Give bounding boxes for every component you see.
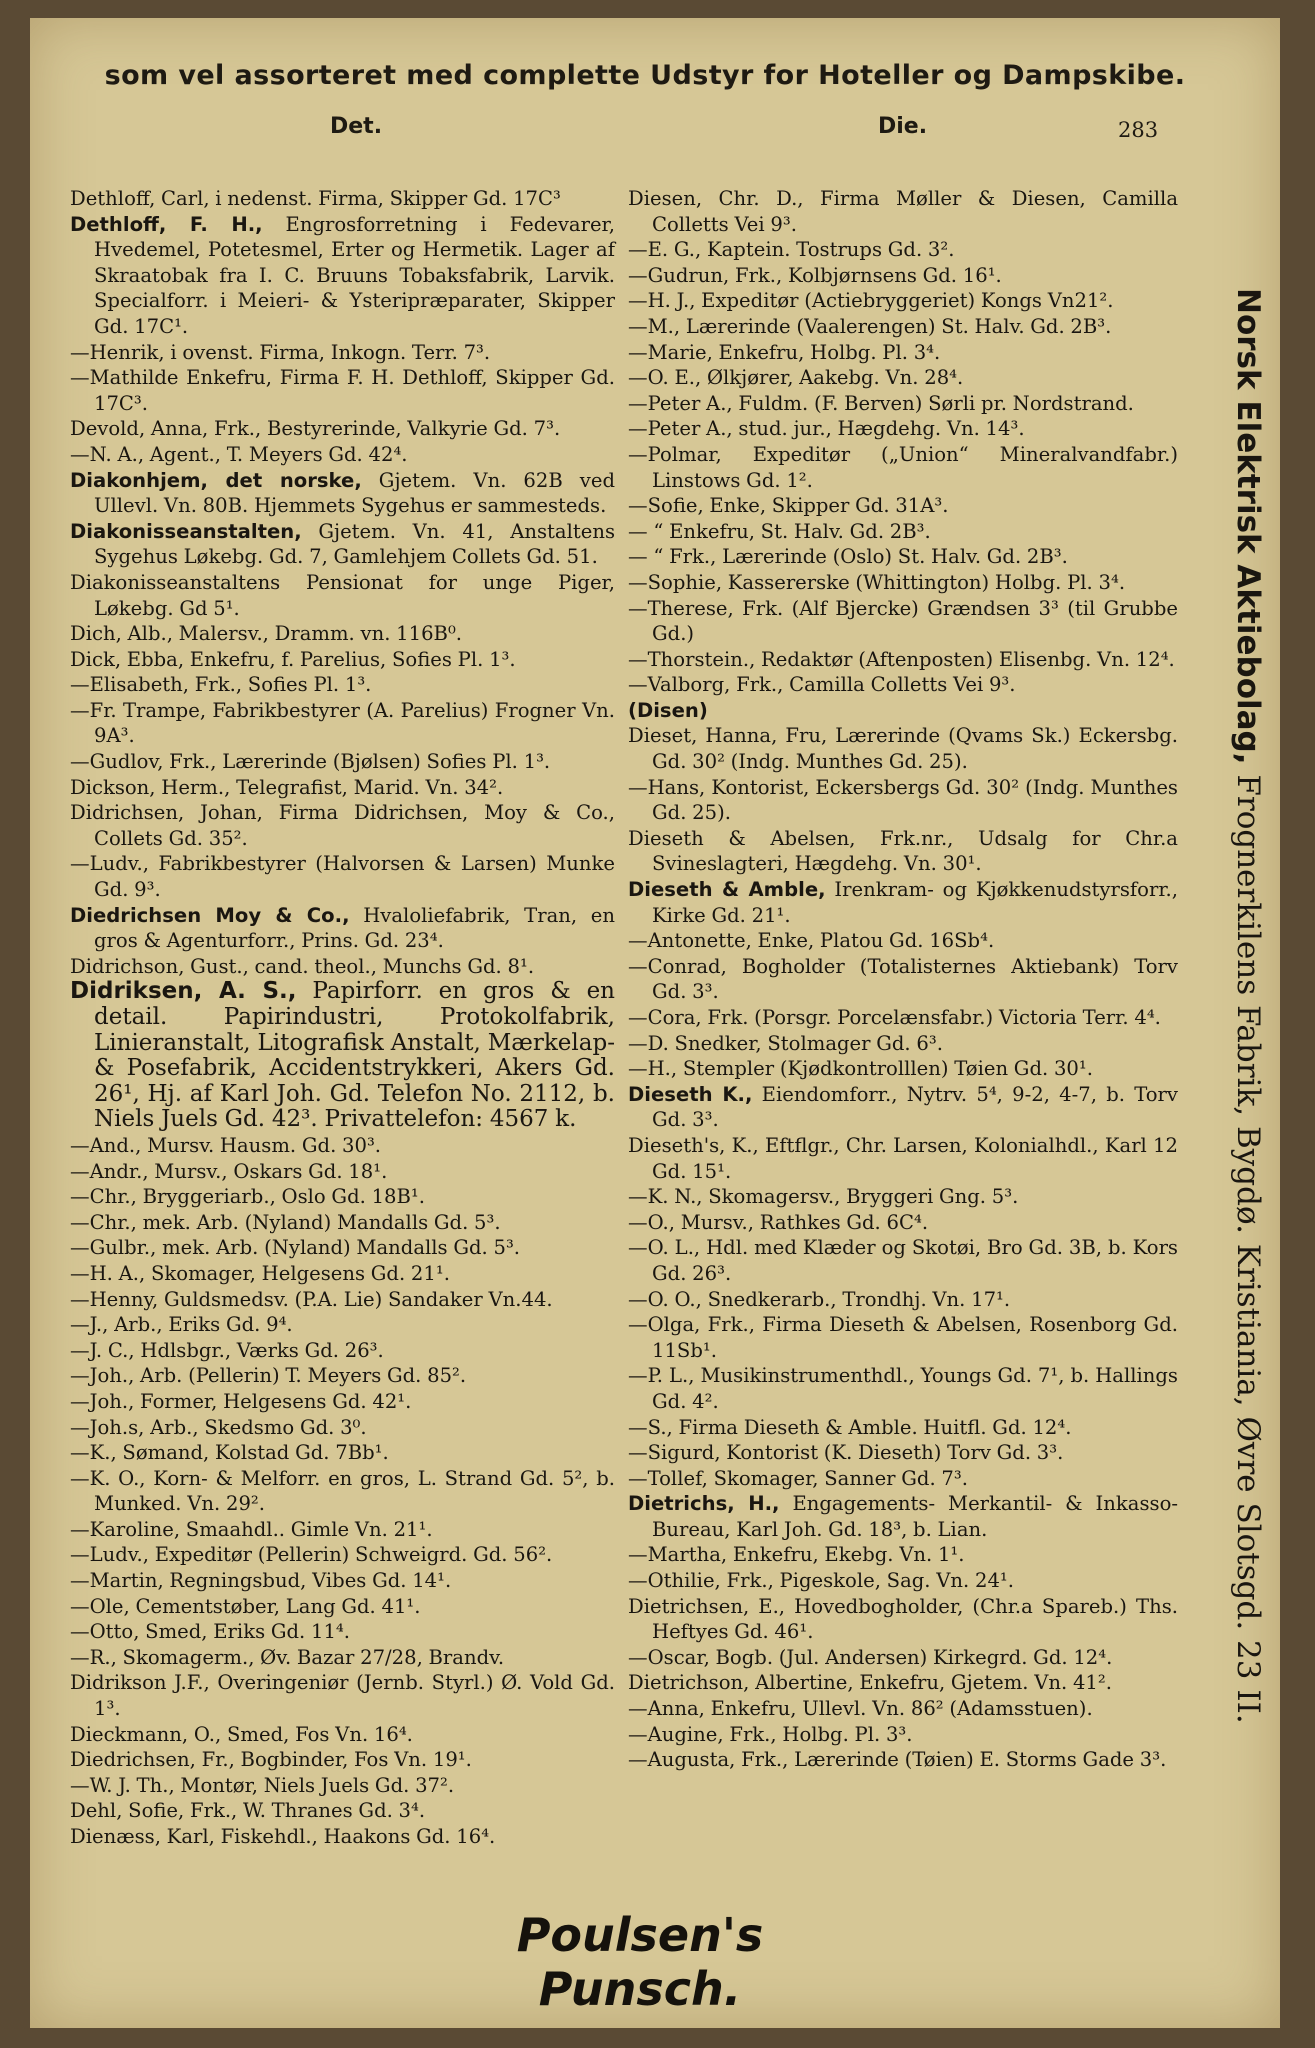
entry-text: —Valborg, Frk., Camilla Colletts Vei 9³.: [628, 673, 1016, 697]
directory-entry: [70, 1415, 615, 1441]
entry-text: Dieseth & Abelsen, Frk.nr., Udsalg for Chr.a Svineslagteri, Hægdehg. Vn. 30¹.: [628, 826, 1178, 876]
entry-text: Engagements- Merkantil- & Inkasso-Bureau, Karl Joh. Gd. 18³, b. Lian.: [652, 1492, 1179, 1541]
entry-text: —Henrik, i ovenst. Firma, Inkogn. Terr. 7³.: [70, 340, 491, 364]
directory-entry: [628, 1722, 1178, 1748]
directory-entry: [70, 1824, 615, 1850]
directory-entry: [628, 928, 1178, 954]
entry-text: —Therese, Frk. (Alf Bjercke) Grændsen 3³ (til Grubbe Gd.): [628, 596, 1178, 646]
directory-entry: [70, 1568, 615, 1594]
entry-text: —J., Arb., Eriks Gd. 9⁴.: [70, 1313, 293, 1337]
directory-entry: [70, 698, 615, 749]
entry-text: —Antonette, Enke, Platou Gd. 16Sb⁴.: [628, 929, 995, 953]
left-column: [70, 186, 615, 1850]
directory-entry: [70, 1798, 615, 1824]
directory-entry: [70, 468, 615, 519]
directory-entry: [628, 237, 1178, 263]
entry-text: Diedrichsen, Fr., Bogbinder, Fos Vn. 19¹.: [70, 1748, 472, 1772]
entry-text: —Conrad, Bogholder (Totalisternes Aktiebank) Torv Gd. 3³.: [628, 954, 1178, 1004]
directory-entry: [628, 1082, 1178, 1133]
entry-text: Engrosforretning i Fedevarer, Hvedemel, Potetesmel, Erter og Hermetik. Lager af Skraatobak fra I. C. Bruuns Tobaksfabrik, Larvik. Specialforr. i Meieri- & Ysteripræparater, Skipper Gd. 17C¹.: [94, 212, 615, 338]
directory-entry: [628, 416, 1178, 442]
directory-entry: [628, 647, 1178, 673]
directory-entry: [70, 1619, 615, 1645]
entry-text: —Gudrun, Frk., Kolbjørnsens Gd. 16¹.: [628, 263, 1002, 287]
entry-text: Dick, Ebba, Enkefru, f. Parelius, Sofies Pl. 1³.: [70, 647, 516, 671]
entry-text: Hvaloliefabrik, Tran, en gros & Agenturforr., Prins. Gd. 23⁴.: [94, 903, 616, 953]
entry-text: —O. E., Ølkjører, Aakebg. Vn. 28⁴.: [628, 366, 964, 390]
entry-name-bold: Diakonhjem, det norske,: [70, 468, 362, 492]
entry-name-bold: Diakonisseanstalten,: [70, 519, 302, 543]
directory-entry: [70, 442, 615, 468]
directory-entry: [628, 442, 1178, 493]
entry-text: —Marie, Enkefru, Holbg. Pl. 3⁴.: [628, 340, 941, 364]
directory-entry: [628, 1184, 1178, 1210]
directory-entry: [70, 1773, 615, 1799]
entry-text: Gjetem. Vn. 41, Anstaltens Sygehus Løkebg. Gd. 7, Gamlehjem Collets Gd. 51.: [94, 519, 615, 569]
directory-entry: [70, 647, 615, 673]
entry-name-bold: Dietrichs, H.,: [628, 1492, 780, 1516]
top-banner-ad: som vel assorteret med complette Udstyr for Hoteller og Dampskibe.: [104, 60, 1186, 91]
entry-text: Dieset, Hanna, Fru, Lærerinde (Qvams Sk.) Eckersbg. Gd. 30² (Indg. Munthes Gd. 25).: [628, 724, 1178, 774]
entry-text: —Joh., Former, Helgesens Gd. 42¹.: [70, 1389, 412, 1413]
entry-name-bold: Diedrichsen Moy & Co.,: [70, 903, 350, 927]
entry-text: Diakonisseanstaltens Pensionat for unge Piger, Løkebg. Gd 5¹.: [70, 570, 615, 620]
directory-page: [30, 18, 1280, 2028]
entry-text: Devold, Anna, Frk., Bestyrerinde, Valkyrie Gd. 7³.: [70, 417, 561, 441]
entry-text: —E. G., Kaptein. Tostrups Gd. 3².: [628, 238, 955, 262]
entry-text: —Peter A., Fuldm. (F. Berven) Sørli pr. Nordstrand.: [628, 391, 1134, 415]
directory-entry: [628, 1415, 1178, 1441]
entry-name-bold: Dethloff, F. H.,: [70, 212, 263, 236]
entry-text: —Otto, Smed, Eriks Gd. 11⁴.: [70, 1620, 351, 1644]
entry-text: —M., Lærerinde (Vaalerengen) St. Halv. Gd. 2B³.: [628, 314, 1112, 338]
entry-text: Didrichsen, Johan, Firma Didrichsen, Moy & Co., Collets Gd. 35².: [70, 801, 615, 850]
entry-name-bold: (Disen): [628, 698, 708, 722]
entry-text: Eiendomforr., Nytrv. 5⁴, 9-2, 4-7, b. Torv Gd. 3³.: [652, 1082, 1178, 1132]
directory-entry: [70, 1747, 615, 1773]
directory-entry: [628, 1287, 1178, 1313]
directory-entry: [628, 877, 1178, 928]
directory-entry: [70, 1670, 615, 1721]
directory-entry: [70, 416, 615, 442]
entry-text: —H., Stempler (Kjødkontrolllen) Tøien Gd. 30¹.: [628, 1057, 1093, 1081]
directory-entry: [628, 570, 1178, 596]
side-ad-text: [1230, 288, 1266, 1724]
entry-text: Gjetem. Vn. 62B ved Ullevl. Vn. 80B. Hjemmets Sygehus er sammesteds.: [94, 468, 615, 518]
entry-text: —O. L., Hdl. med Klæder og Skotøi, Bro Gd. 3B, b. Kors Gd. 26³.: [628, 1236, 1178, 1285]
entry-text: —S., Firma Dieseth & Amble. Huitfl. Gd. 12⁴.: [628, 1415, 1072, 1439]
directory-entry: [628, 314, 1178, 340]
entry-text: —Joh.s, Arb., Skedsmo Gd. 3⁰.: [70, 1415, 367, 1439]
directory-entry: [70, 1261, 615, 1287]
entry-text: —Chr., mek. Arb. (Nyland) Mandalls Gd. 5³.: [70, 1210, 501, 1234]
directory-entry: [70, 775, 615, 801]
directory-entry: [628, 493, 1178, 519]
entry-text: —Chr., Bryggeriarb., Oslo Gd. 18B¹.: [70, 1185, 426, 1209]
directory-entry: [70, 1440, 615, 1466]
entry-text: Dietrichson, Albertine, Enkefru, Gjetem. Vn. 41².: [628, 1671, 1112, 1695]
directory-entry: [70, 800, 615, 851]
entry-text: Dickson, Herm., Telegrafist, Marid. Vn. 34².: [70, 775, 504, 799]
directory-entry: [628, 1670, 1178, 1696]
side-ad-address: Frognerkilens Fabrik, Bygdø. Kristiania, Øvre Slotsgd. 23 II.: [1230, 764, 1266, 1724]
directory-entry: [628, 826, 1178, 877]
entry-text: —Mathilde Enkefru, Firma F. H. Dethloff, Skipper Gd. 17C³.: [70, 366, 615, 415]
entry-text: —Henny, Guldsmedsv. (P.A. Lie) Sandaker Vn.44.: [70, 1287, 553, 1311]
directory-entry: [70, 1389, 615, 1415]
entry-text: —Gulbr., mek. Arb. (Nyland) Mandalls Gd. 5³.: [70, 1236, 521, 1260]
directory-entry: [70, 1594, 615, 1620]
entry-text: —Augusta, Frk., Lærerinde (Tøien) E. Storms Gade 3³.: [628, 1748, 1167, 1772]
directory-entry: [628, 698, 1178, 724]
entry-text: —Gudlov, Frk., Lærerinde (Bjølsen) Sofies Pl. 1³.: [70, 750, 551, 774]
entry-text: —Tollef, Skomager, Sanner Gd. 7³.: [628, 1466, 968, 1490]
directory-entry: [628, 1696, 1178, 1722]
entry-text: —Martin, Regningsbud, Vibes Gd. 14¹.: [70, 1569, 452, 1593]
directory-entry: [70, 979, 615, 1133]
bottom-advertisement: Poulsen's Punsch.: [516, 1908, 764, 2016]
page-number: 283: [1118, 118, 1159, 142]
entry-text: —K., Sømand, Kolstad Gd. 7Bb¹.: [70, 1441, 389, 1465]
directory-entry: [70, 1184, 615, 1210]
directory-entry: [628, 1235, 1178, 1286]
entry-text: —Ole, Cementstøber, Lang Gd. 41¹.: [70, 1594, 421, 1618]
directory-entry: [70, 1133, 615, 1159]
directory-entry: [628, 263, 1178, 289]
directory-entry: [70, 340, 615, 366]
directory-entry: [70, 1210, 615, 1236]
entry-text: Dethloff, Carl, i nedenst. Firma, Skipper Gd. 17C³: [70, 187, 561, 210]
entry-text: —Cora, Frk. (Porsgr. Porcelænsfabr.) Victoria Terr. 4⁴.: [628, 1006, 1161, 1029]
directory-entry: [70, 749, 615, 775]
entry-text: —K. O., Korn- & Melforr. en gros, L. Strand Gd. 5², b. Munked. Vn. 29².: [70, 1466, 615, 1516]
directory-entry: [70, 186, 615, 212]
directory-entry: [628, 288, 1178, 314]
entry-text: —And., Mursv. Hausm. Gd. 30³.: [70, 1133, 382, 1157]
directory-entry: [70, 1517, 615, 1543]
directory-entry: [628, 775, 1178, 826]
entry-text: Diesen, Chr. D., Firma Møller & Diesen, Camilla Colletts Vei 9³.: [628, 187, 1178, 236]
entry-text: —Sophie, Kassererske (Whittington) Holbg. Pl. 3⁴.: [628, 570, 1126, 594]
entry-text: —Fr. Trampe, Fabrikbestyrer (A. Parelius) Frogner Vn. 9A³.: [70, 698, 615, 748]
directory-entry: [70, 1363, 615, 1389]
directory-entry: [628, 1031, 1178, 1057]
directory-entry: [70, 621, 615, 647]
directory-entry: [628, 1440, 1178, 1466]
directory-entry: [70, 1287, 615, 1313]
directory-entry: [70, 1645, 615, 1671]
entry-text: —Sigurd, Kontorist (K. Dieseth) Torv Gd. 3³.: [628, 1441, 1064, 1465]
side-ad-company: Norsk Elektrisk Aktiebolag,: [1230, 288, 1266, 765]
entry-text: —Karoline, Smaahdl.. Gimle Vn. 21¹.: [70, 1517, 433, 1541]
directory-entry: [628, 1747, 1178, 1773]
entry-text: —H. J., Expeditør (Actiebryggeriet) Kongs Vn21².: [628, 289, 1114, 313]
entry-text: —Anna, Enkefru, Ullevl. Vn. 86² (Adamsstuen).: [628, 1697, 1093, 1721]
directory-entry: [628, 1210, 1178, 1236]
entry-text: —D. Snedker, Stolmager Gd. 6³.: [628, 1031, 943, 1055]
entry-text: —Peter A., stud. jur., Hægdehg. Vn. 14³.: [628, 417, 1025, 441]
entry-text: Dehl, Sofie, Frk., W. Thranes Gd. 3⁴.: [70, 1799, 426, 1823]
entry-name-bold: Dieseth & Amble,: [628, 878, 826, 902]
entry-text: —K. N., Skomagersv., Bryggeri Gng. 5³.: [628, 1185, 1019, 1209]
entry-text: Dienæss, Karl, Fiskehdl., Haakons Gd. 16⁴.: [70, 1825, 496, 1848]
directory-entry: [70, 1159, 615, 1185]
entry-text: —Polmar, Expeditør („Union“ Mineralvandfabr.) Linstows Gd. 1².: [628, 442, 1178, 492]
directory-entry: [628, 1133, 1178, 1184]
directory-entry: [70, 1312, 615, 1338]
directory-entry: [628, 186, 1178, 237]
entry-text: —O. O., Snedkerarb., Trondhj. Vn. 17¹.: [628, 1287, 1011, 1311]
directory-entry: [70, 672, 615, 698]
directory-entry: [628, 954, 1178, 1005]
entry-text: —O., Mursv., Rathkes Gd. 6C⁴.: [628, 1210, 929, 1234]
directory-entry: [628, 1312, 1178, 1363]
directory-entry: [628, 1056, 1178, 1082]
directory-entry: [628, 596, 1178, 647]
entry-text: —Martha, Enkefru, Ekebg. Vn. 1¹.: [628, 1543, 965, 1567]
entry-text: —Hans, Kontorist, Eckersbergs Gd. 30² (Indg. Munthes Gd. 25).: [628, 775, 1178, 825]
directory-entry: [70, 212, 615, 340]
entry-text: —R., Skomagerm., Øv. Bazar 27/28, Brandv.: [70, 1645, 505, 1669]
entry-text: —Andr., Mursv., Oskars Gd. 18¹.: [70, 1159, 388, 1183]
entry-text: —Ludv., Fabrikbestyrer (Halvorsen & Larsen) Munke Gd. 9³.: [70, 852, 615, 902]
directory-entry: [70, 954, 615, 980]
entry-text: —Sofie, Enke, Skipper Gd. 31A³.: [628, 494, 949, 518]
directory-entry: [70, 851, 615, 902]
directory-entry: [70, 1235, 615, 1261]
column-header-right: Die.: [878, 114, 928, 139]
entry-text: —J. C., Hdlsbgr., Værks Gd. 26³.: [70, 1338, 384, 1362]
entry-text: Papirforr. en gros & en detail. Papirindustri, Protokolfabrik, Linieranstalt, Litografisk Anstalt, Mærkelap- & Posefabrik, Accidentstrykkeri, Akers Gd. 26¹, Hj. af Karl Joh. Gd. Telefon No. 2112, b. Niels Juels Gd. 42³. Privattelefon: 4567 k.: [94, 978, 615, 1133]
directory-entry: [70, 1722, 615, 1748]
entry-text: —W. J. Th., Montør, Niels Juels Gd. 37².: [70, 1773, 455, 1797]
entry-name-bold: Didriksen, A. S.,: [70, 978, 297, 1005]
entry-text: Dieseth's, K., Eftflgr., Chr. Larsen, Kolonialhdl., Karl 12 Gd. 15¹.: [628, 1133, 1178, 1183]
directory-entry: [628, 1542, 1178, 1568]
entry-text: Dich, Alb., Malersv., Dramm. vn. 116B⁰.: [70, 622, 463, 646]
directory-entry: [628, 391, 1178, 417]
directory-entry: [70, 1542, 615, 1568]
entry-text: — “ Enkefru, St. Halv. Gd. 2B³.: [628, 519, 931, 543]
entry-text: —Elisabeth, Frk., Sofies Pl. 1³.: [70, 673, 372, 697]
entry-text: —Othilie, Frk., Pigeskole, Sag. Vn. 24¹.: [628, 1569, 1014, 1593]
column-header-left: Det.: [330, 114, 383, 139]
entry-text: —Joh., Arb. (Pellerin) T. Meyers Gd. 85².: [70, 1364, 467, 1388]
entry-text: —Oscar, Bogb. (Jul. Andersen) Kirkegrd. Gd. 12⁴.: [628, 1645, 1113, 1669]
entry-text: —Thorstein., Redaktør (Aftenposten) Elisenbg. Vn. 12⁴.: [628, 647, 1175, 671]
entry-text: Irenkram- og Kjøkkenudstyrsforr., Kirke Gd. 21¹.: [652, 878, 1178, 927]
directory-entry: [628, 1363, 1178, 1414]
entry-text: — “ Frk., Lærerinde (Oslo) St. Halv. Gd. 2B³.: [628, 545, 1068, 569]
entry-text: —N. A., Agent., T. Meyers Gd. 42⁴.: [70, 442, 408, 466]
directory-entry: [628, 1005, 1178, 1031]
entry-name-bold: Dieseth K.,: [628, 1082, 753, 1106]
entry-text: —Ludv., Expeditør (Pellerin) Schweigrd. Gd. 56².: [70, 1543, 553, 1567]
directory-entry: [628, 672, 1178, 698]
directory-entry: [628, 1466, 1178, 1492]
directory-entry: [70, 570, 615, 621]
side-advertisement: [1218, 288, 1278, 1724]
directory-entry: [628, 340, 1178, 366]
directory-entry: [628, 519, 1178, 545]
directory-entry: [628, 1491, 1178, 1542]
directory-entry: [628, 1568, 1178, 1594]
entry-text: —Augine, Frk., Holbg. Pl. 3³.: [628, 1722, 913, 1746]
directory-entry: [628, 365, 1178, 391]
directory-entry: [70, 365, 615, 416]
directory-entry: [628, 1594, 1178, 1645]
right-column: [628, 186, 1178, 1773]
entry-text: Dietrichsen, E., Hovedbogholder, (Chr.a Spareb.) Ths. Heftyes Gd. 46¹.: [628, 1594, 1178, 1644]
directory-entry: [70, 1338, 615, 1364]
entry-text: —Olga, Frk., Firma Dieseth & Abelsen, Rosenborg Gd. 11Sb¹.: [628, 1313, 1178, 1362]
entry-text: Didrikson J.F., Overingeniør (Jernb. Styrl.) Ø. Vold Gd. 1³.: [70, 1671, 615, 1721]
entry-text: Dieckmann, O., Smed, Fos Vn. 16⁴.: [70, 1722, 413, 1746]
directory-entry: [628, 1645, 1178, 1671]
directory-entry: [628, 723, 1178, 774]
entry-text: —P. L., Musikinstrumenthdl., Youngs Gd. 7¹, b. Hallings Gd. 4².: [628, 1364, 1178, 1413]
directory-entry: [70, 903, 615, 954]
directory-entry: [70, 1466, 615, 1517]
directory-entry: [70, 519, 615, 570]
directory-entry: [628, 544, 1178, 570]
entry-text: —H. A., Skomager, Helgesens Gd. 21¹.: [70, 1261, 450, 1285]
entry-text: Didrichson, Gust., cand. theol., Munchs Gd. 8¹.: [70, 954, 535, 978]
